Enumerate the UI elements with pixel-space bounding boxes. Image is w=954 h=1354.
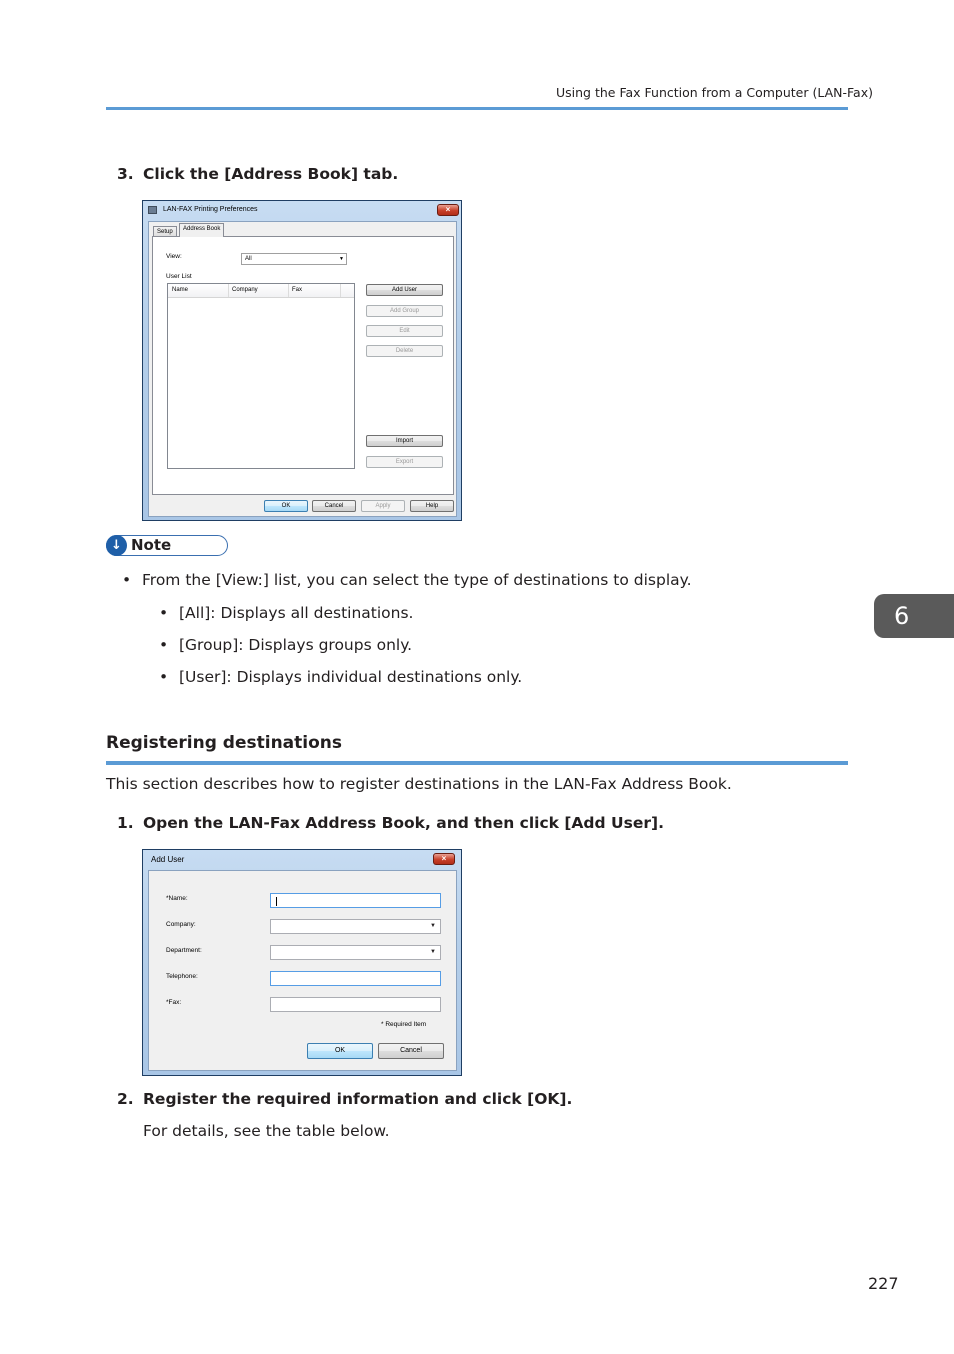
help-button[interactable]: Help xyxy=(410,500,454,512)
section-rule xyxy=(106,761,848,765)
step-number: 1. xyxy=(117,814,134,832)
column-divider xyxy=(288,284,289,297)
step-number: 2. xyxy=(117,1090,134,1108)
name-label: *Name: xyxy=(166,895,188,902)
user-list[interactable] xyxy=(167,283,355,469)
dialog-title: LAN-FAX Printing Preferences xyxy=(163,206,258,213)
text-caret xyxy=(276,897,277,906)
bullet-glyph: • xyxy=(159,668,169,686)
telephone-label: Telephone: xyxy=(166,973,198,980)
cancel-button[interactable]: Cancel xyxy=(378,1043,444,1059)
header-rule xyxy=(106,107,848,110)
cancel-button[interactable]: Cancel xyxy=(312,500,356,512)
close-button[interactable]: × xyxy=(433,853,455,865)
arrow-down-icon: ↓ xyxy=(106,535,127,556)
chapter-tab: 6 xyxy=(874,594,954,638)
chevron-down-icon: ▼ xyxy=(430,949,436,955)
dialog-client-area xyxy=(148,221,457,517)
tab-setup[interactable]: Setup xyxy=(153,226,177,237)
telephone-input[interactable] xyxy=(270,971,441,986)
apply-button[interactable]: Apply xyxy=(361,500,405,512)
dialog-client-area xyxy=(148,870,457,1071)
step-text: Open the LAN-Fax Address Book, and then click [Add User]. xyxy=(143,814,664,832)
section-intro: This section describes how to register destinations in the LAN-Fax Address Book. xyxy=(106,775,732,793)
step-2-detail: For details, see the table below. xyxy=(143,1122,390,1140)
export-button[interactable]: Export xyxy=(366,456,443,468)
view-select[interactable] xyxy=(241,253,347,265)
note-sub-bullet xyxy=(159,604,559,624)
department-combobox[interactable] xyxy=(270,945,441,960)
section-heading: Registering destinations xyxy=(106,733,342,753)
step-1 xyxy=(117,814,677,834)
step-3 xyxy=(117,165,517,185)
bullet-glyph: • xyxy=(122,571,132,589)
ok-button[interactable]: OK xyxy=(264,500,308,512)
column-divider xyxy=(340,284,341,297)
address-book-panel xyxy=(152,236,454,495)
bullet-text: [All]: Displays all destinations. xyxy=(179,604,414,622)
note-title: Note xyxy=(131,536,172,554)
delete-button[interactable]: Delete xyxy=(366,345,443,357)
close-button[interactable]: × xyxy=(437,204,459,216)
chevron-down-icon: ▼ xyxy=(339,256,344,262)
note-label xyxy=(106,535,228,556)
add-user-dialog xyxy=(142,849,462,1076)
view-select-value: All xyxy=(245,256,252,262)
column-name[interactable]: Name xyxy=(172,287,189,293)
bullet-text: [Group]: Displays groups only. xyxy=(179,636,413,654)
step-2 xyxy=(117,1090,617,1110)
bullet-text: [User]: Displays individual destinations only. xyxy=(179,668,523,686)
required-item-note: * Required Item xyxy=(381,1021,427,1028)
name-input[interactable] xyxy=(270,893,441,908)
step-number: 3. xyxy=(117,165,134,183)
printer-icon xyxy=(148,206,157,214)
user-list-label: User List xyxy=(166,273,192,280)
fax-input[interactable] xyxy=(270,997,441,1012)
chevron-down-icon: ▼ xyxy=(430,923,436,929)
step-text: Click the [Address Book] tab. xyxy=(143,165,399,183)
note-sub-bullet xyxy=(159,668,559,688)
dialog-titlebar xyxy=(143,850,461,870)
add-group-button[interactable]: Add Group xyxy=(366,305,443,317)
tab-address-book[interactable]: Address Book xyxy=(179,223,224,237)
edit-button[interactable]: Edit xyxy=(366,325,443,337)
ok-button[interactable]: OK xyxy=(307,1043,373,1059)
department-label: Department: xyxy=(166,947,202,954)
note-sub-bullet xyxy=(159,636,559,656)
view-label: View: xyxy=(166,253,182,260)
dialog-title: Add User xyxy=(151,855,185,864)
bullet-glyph: • xyxy=(159,604,169,622)
bullet-text: From the [View:] list, you can select the type of destinations to display. xyxy=(142,571,692,589)
note-bullet xyxy=(122,571,692,591)
bullet-glyph: • xyxy=(159,636,169,654)
step-text: Register the required information and click [OK]. xyxy=(143,1090,573,1108)
user-list-header xyxy=(168,284,354,298)
column-company[interactable]: Company xyxy=(232,287,258,293)
printing-preferences-dialog xyxy=(142,200,462,521)
column-divider xyxy=(228,284,229,297)
column-fax[interactable]: Fax xyxy=(292,287,303,293)
running-header: Using the Fax Function from a Computer (LAN-Fax) xyxy=(556,85,873,100)
fax-label: *Fax: xyxy=(166,999,182,1006)
add-user-button[interactable]: Add User xyxy=(366,284,443,296)
page-number: 227 xyxy=(868,1274,899,1293)
import-button[interactable]: Import xyxy=(366,435,443,447)
dialog-titlebar xyxy=(143,201,461,221)
company-combobox[interactable] xyxy=(270,919,441,934)
company-label: Company: xyxy=(166,921,196,928)
